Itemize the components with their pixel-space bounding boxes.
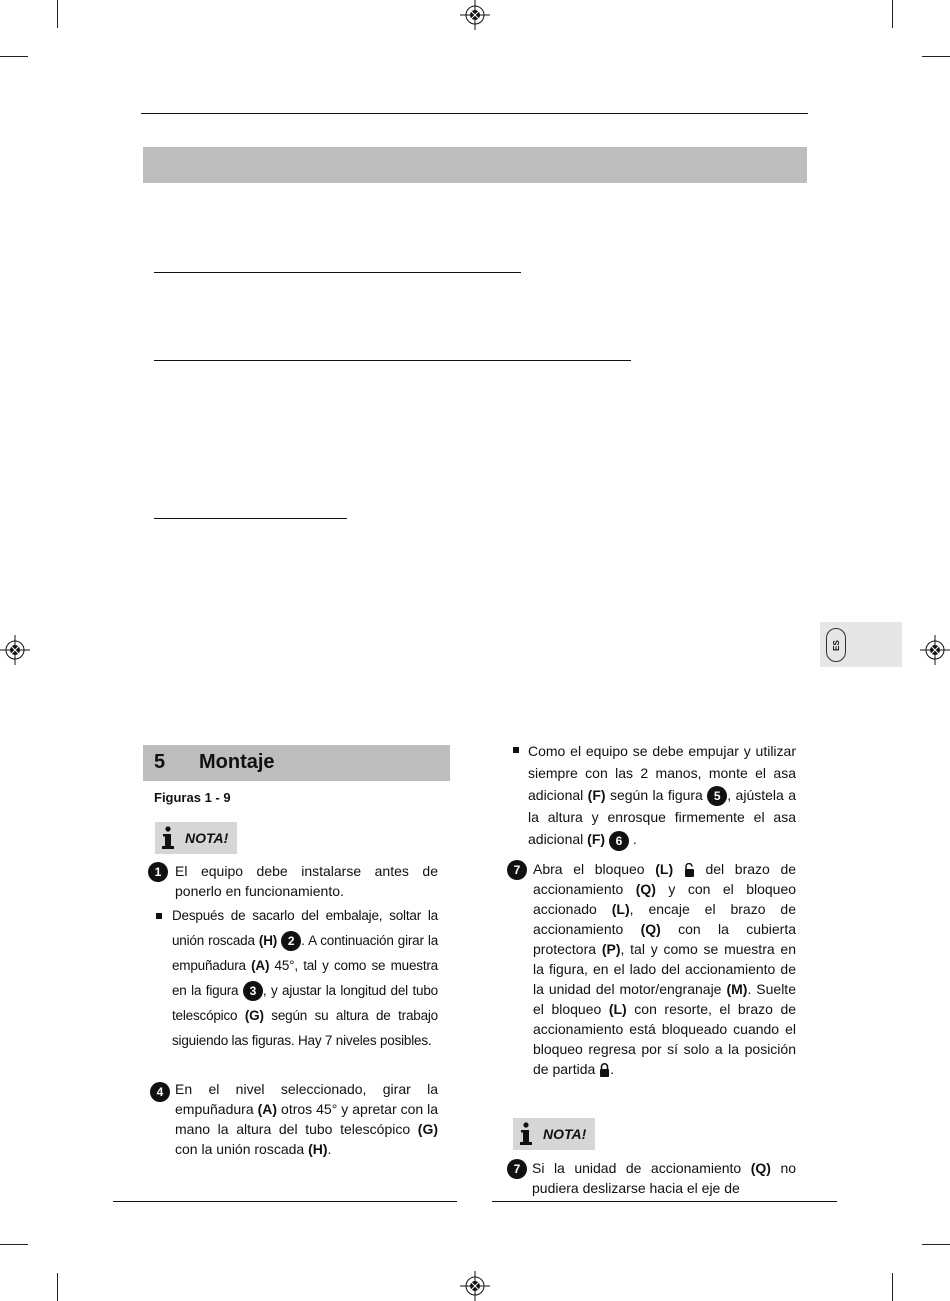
bottom-rule-left [113, 1201, 457, 1202]
language-badge [826, 628, 846, 662]
note-box [513, 1118, 595, 1150]
text-segment: Si la unidad de accionamiento [532, 1160, 742, 1176]
instruction-paragraph [172, 903, 438, 1053]
section-header [143, 745, 450, 781]
part-reference: (G) [244, 1008, 264, 1023]
crop-mark [922, 56, 950, 57]
text-segment: 45°, tal y como se muestra en la figura [172, 958, 438, 998]
text-segment: Abra el bloqueo [533, 861, 645, 877]
section-number: 5 [154, 751, 166, 773]
part-reference: (Q) [640, 921, 661, 937]
step-text [175, 1079, 438, 1159]
text-segment: . [327, 1141, 332, 1157]
registration-mark-icon [920, 635, 950, 665]
blank-underline [154, 518, 347, 519]
text-segment: . Suelte el bloqueo [533, 981, 796, 1017]
info-icon [161, 826, 175, 850]
text-segment: según la figura [609, 787, 703, 803]
figure-marker: 6 [609, 831, 629, 851]
step-marker: 7 [507, 860, 527, 880]
header-band [143, 147, 807, 183]
instruction-paragraph [528, 740, 796, 851]
bottom-rule-right [492, 1201, 837, 1202]
lock-icon [599, 1063, 610, 1077]
figure-marker: 5 [707, 786, 727, 806]
figure-marker: 2 [281, 931, 301, 951]
part-reference: (G) [417, 1121, 439, 1137]
bullet-icon [156, 913, 162, 919]
part-reference: (A) [251, 958, 270, 973]
step1-text: El equipo debe instalarse antes de ponerlo en funcionamiento. [175, 863, 438, 899]
crop-mark [57, 1273, 58, 1301]
note-label: NOTA! [543, 1126, 587, 1142]
section-title: Montaje [199, 751, 275, 773]
part-reference: (H) [258, 933, 278, 948]
step-text [175, 861, 438, 901]
figures-label: Figuras 1 - 9 [154, 790, 231, 805]
top-rule [141, 113, 808, 114]
text-segment: , encaje el brazo de accionamiento [533, 901, 796, 937]
part-reference: (F) [587, 787, 606, 803]
part-reference: (A) [257, 1101, 278, 1117]
text-segment: Como el equipo se debe empujar y utilizar siempre con las 2 manos, monte el asa adicional [528, 743, 796, 803]
step-marker: 1 [148, 862, 168, 882]
part-reference: (L) [611, 901, 630, 917]
part-reference: (M) [726, 981, 748, 997]
text-segment: , y ajustar la longitud del tubo telescópico [172, 983, 438, 1023]
text-segment: con la cubierta protectora [533, 921, 797, 957]
text-segment: , ajústela a la altura y enrosque firmemente el asa adicional [528, 787, 796, 848]
part-reference: (Q) [750, 1160, 771, 1176]
note-label: NOTA! [185, 830, 229, 846]
bullet-icon [513, 747, 519, 753]
crop-mark [922, 1244, 950, 1245]
step-marker: 4 [150, 1082, 170, 1102]
crop-mark [0, 1244, 28, 1245]
text-segment: según su altura de trabajo siguiendo las figuras. Hay 7 niveles posibles. [172, 1008, 438, 1048]
info-icon [519, 1122, 533, 1146]
text-segment: del brazo de accionamiento [533, 861, 797, 897]
part-reference: (P) [601, 941, 621, 957]
text-segment: otros 45° y apretar con la mano la altura del tubo telescópico [175, 1101, 439, 1137]
text-segment: , tal y como se muestra en la figura, en el lado del accionamiento de la unidad del motor/engranaje [533, 941, 796, 997]
crop-mark [0, 56, 28, 57]
blank-underline [154, 272, 521, 273]
text-segment: con la unión roscada [175, 1141, 305, 1157]
step-text [532, 1158, 796, 1198]
text-segment: En el nivel seleccionado, girar la empuñadura [175, 1081, 438, 1117]
registration-mark-icon [460, 0, 490, 30]
text-segment: con resorte, el brazo de accionamiento está bloqueado cuando el bloqueo regresa por sí solo a la posición de partida [533, 1001, 797, 1077]
registration-mark-icon [0, 635, 30, 665]
registration-mark-icon [460, 1271, 490, 1301]
text-segment: . [610, 1061, 615, 1077]
note-box [155, 822, 237, 854]
text-segment: . A continuación girar la empuñadura [172, 933, 439, 973]
text-segment: y con el bloqueo accionado [533, 881, 797, 917]
crop-mark [57, 0, 58, 28]
text-segment: no pudiera deslizarse hacia el eje de [532, 1160, 797, 1196]
part-reference: (L) [655, 861, 674, 877]
crop-mark [892, 1273, 893, 1301]
part-reference: (L) [608, 1001, 627, 1017]
language-label: ES [831, 639, 841, 651]
step-marker: 7 [507, 1159, 527, 1179]
text-segment: Después de sacarlo del embalaje, soltar la unión roscada [172, 908, 438, 948]
part-reference: (F) [587, 831, 606, 848]
crop-mark [892, 0, 893, 28]
unlock-icon [684, 863, 695, 877]
part-reference: (Q) [635, 881, 656, 897]
blank-underline [154, 360, 631, 361]
part-reference: (H) [308, 1141, 328, 1157]
step-text [533, 859, 796, 1079]
text-segment: . [632, 831, 637, 848]
figure-marker: 3 [243, 981, 263, 1001]
